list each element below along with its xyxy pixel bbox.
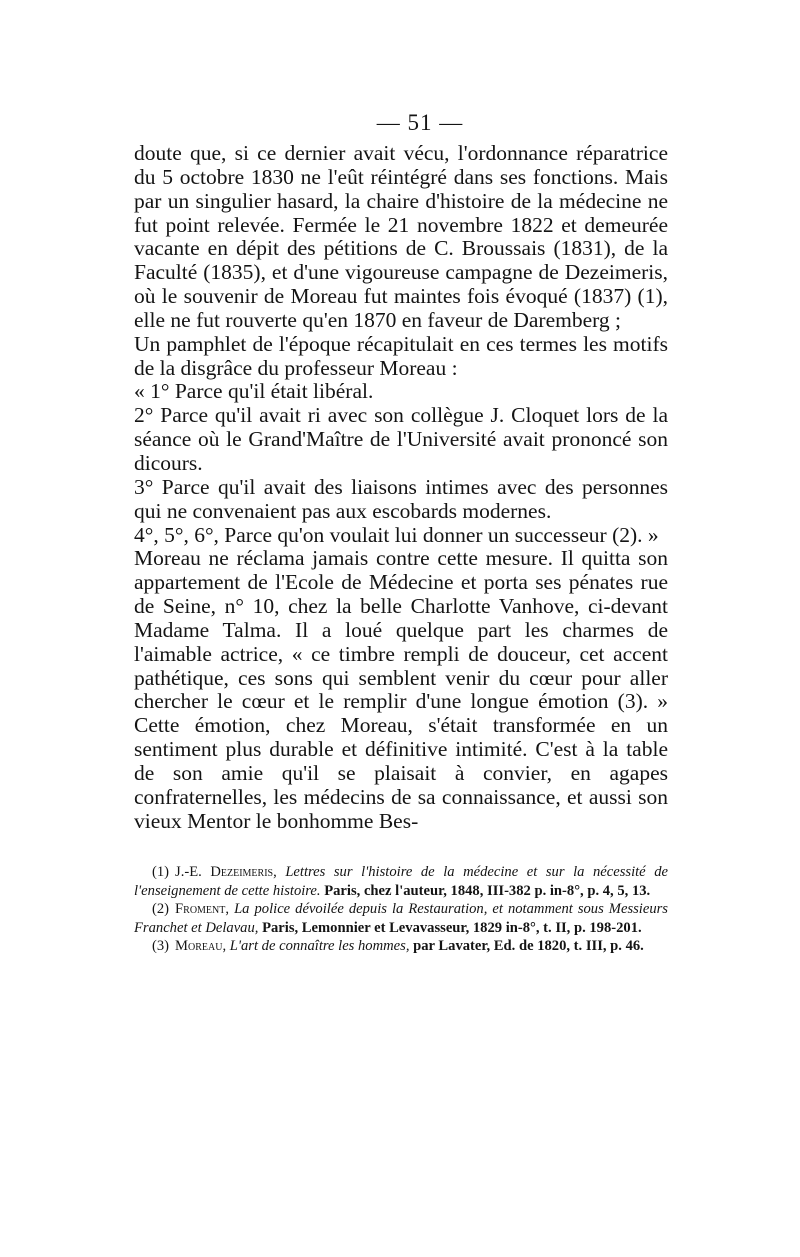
body-text	[134, 142, 668, 833]
paragraph: Moreau ne réclama jamais contre cette mesure. Il quitta son appartement de l'Ecole de Médecine et porta ses pénates rue de Seine, n° 10, chez la belle Charlotte Vanhove, ci-devant Madame Talma. Il a loué quelque part les charmes de l'aimable actrice, « ce timbre rempli de douceur, cet accent pathétique, ces sons qui semblent venir du cœur pour aller chercher le cœur et le remplir d'une longue émotion (3). » Cette émotion, chez Moreau, s'était transformée en un sentiment plus durable et définitive intimité. C'est à la table de son amie qu'il se plaisait à convier, en agapes confraternelles, les médecins de sa connaissance, et aussi son vieux Mentor le bonhomme Bes-	[134, 546, 668, 833]
footnote-author: Froment,	[175, 901, 230, 918]
paragraph: 4°, 5°, 6°, Parce qu'on voulait lui donner un successeur (2). »	[134, 522, 659, 547]
footnote	[134, 937, 668, 955]
paragraph: 2° Parce qu'il avait ri avec son collègue J. Cloquet lors de la séance où le Grand'Maître de l'Université avait prononcé son dicours.	[134, 403, 668, 475]
footnote-title: Lettres sur l'histoire de la médecine et sur la nécessité de l'enseignement de cette histoire.	[134, 864, 668, 899]
footnotes	[134, 863, 668, 955]
paragraph: « 1° Parce qu'il était libéral.	[134, 379, 374, 404]
footnote-title: La police dévoilée depuis la Restauration, et notamment sous Messieurs Franchet et Delavau,	[134, 901, 668, 936]
footnote-separator	[134, 833, 668, 863]
footnote-pubinfo: Paris, Lemonnier et Levavasseur, 1829 in-8°, t. II, p. 198-201.	[262, 919, 642, 936]
book-page	[134, 108, 668, 1228]
footnote-author: Moreau,	[175, 938, 227, 955]
footnote-marker: (3)	[152, 938, 170, 955]
paragraph: 3° Parce qu'il avait des liaisons intimes avec des personnes qui ne convenaient pas aux escobards modernes.	[134, 474, 668, 523]
footnote-marker: (2)	[152, 901, 170, 918]
paragraph: Un pamphlet de l'époque récapitulait en ces termes les motifs de la disgrâce du professeur Moreau :	[134, 331, 668, 380]
footnote-pubinfo: par Lavater, Ed. de 1820, t. III, p. 46.	[413, 938, 644, 955]
paragraph: doute que, si ce dernier avait vécu, l'ordonnance réparatrice du 5 octobre 1830 ne l'eût réintégré dans ses fonctions. Mais par un singulier hasard, la chaire d'histoire de la médecine ne fut point relevée. Fermée le 21 novembre 1822 et demeurée vacante en dépit des pétitions de C. Broussais (1831), de la Faculté (1835), et d'une vigoureuse campagne de Dezeimeris, où le souvenir de Moreau fut maintes fois évoqué (1837) (1), elle ne fut rouverte qu'en 1870 en faveur de Daremberg ;	[134, 141, 668, 332]
footnote-pubinfo: Paris, chez l'auteur, 1848, III-382 p. in-8°, p. 4, 5, 13.	[324, 882, 651, 899]
footnote-marker: (1)	[152, 864, 170, 881]
page-number: — 51 —	[376, 110, 464, 135]
footnote-author: J.-E. Dezeimeris,	[175, 864, 277, 881]
footnote-title: L'art de connaître les hommes,	[229, 938, 410, 955]
footnote	[134, 863, 668, 900]
footnote	[134, 900, 668, 937]
